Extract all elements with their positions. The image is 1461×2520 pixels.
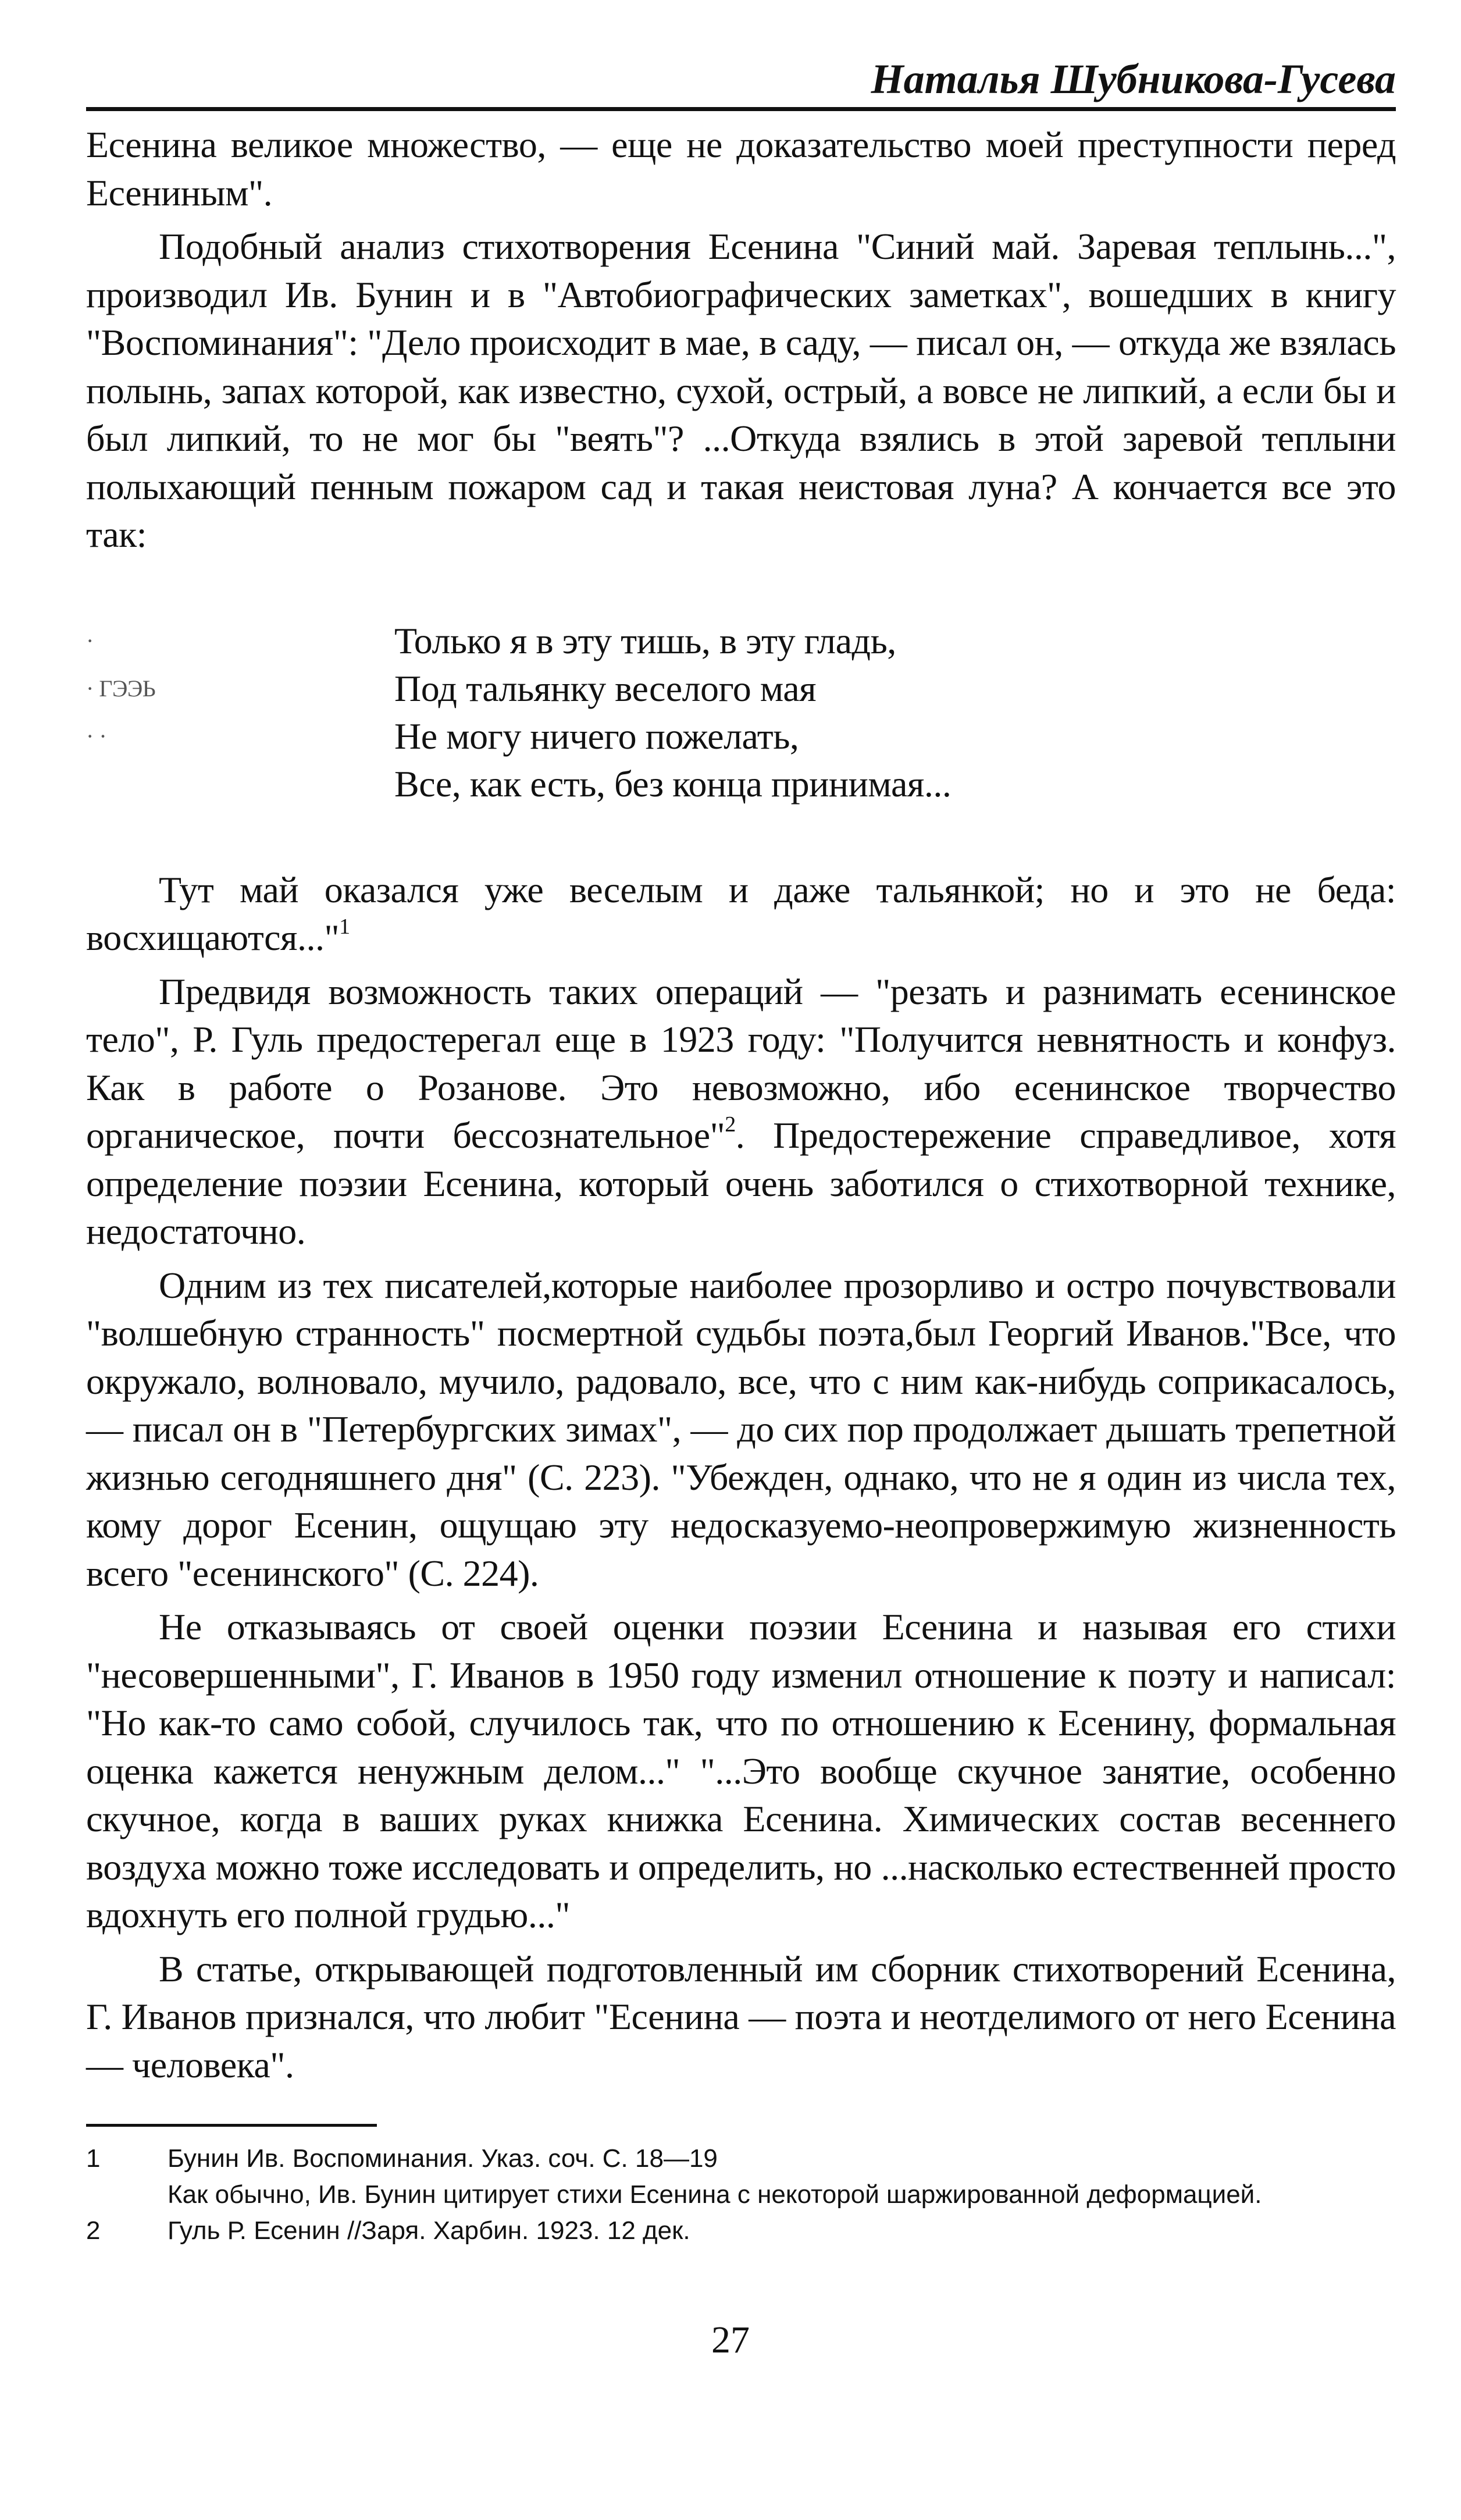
footnote-ref-2: 2 — [725, 1112, 736, 1137]
footnote-number: 1 — [86, 2144, 101, 2173]
footnote-body — [168, 2141, 1396, 2213]
footnote-number: 2 — [86, 2216, 101, 2245]
footnote-ref-1: 1 — [339, 914, 350, 939]
margin-mark: · · — [86, 722, 107, 749]
poem-line: Под тальянку веселого мая — [394, 667, 817, 709]
footnote-1 — [86, 2141, 1396, 2213]
paragraph-1: Есенина великое множество, — еще не доказательство моей преступности перед Есениным". — [86, 124, 1396, 213]
poem-line: Все, как есть, без конца принимая... — [394, 763, 952, 805]
paragraph-3 — [86, 866, 1396, 962]
running-header: Наталья Шубникова-Гусева — [871, 56, 1396, 102]
paragraph-3-text: Тут май оказался уже веселым и даже тальянкой; но и это не беда: восхищаются..." — [86, 869, 1396, 958]
footnotes — [86, 2141, 1396, 2249]
paragraph-4-text-a: Предвидя возможность таких операций — "резать и разнимать есенинское тело", Р. Гуль предостерегал еще в 1923 году: "Получится невнятность и конфуз. Как в работе о Розанове. Это невозможно, ибо есенинское творчество органическое, почти бессознательное" — [86, 970, 1396, 1156]
footnote-note: Как обычно, Ив. Бунин цитирует стихи Есенина с некоторой шаржированной деформацией. — [168, 2180, 1262, 2209]
footnote-text: Гуль Р. Есенин //Заря. Харбин. 1923. 12 дек. — [168, 2216, 690, 2245]
page-number: 27 — [711, 2319, 750, 2361]
header-rule — [86, 107, 1396, 111]
paragraph-4 — [86, 968, 1396, 1256]
paragraph-4-text-b: . Предостережение справедливое, хотя определение поэзии Есенина, который очень заботился о стихотворной технике, недостаточно. — [86, 1115, 1396, 1252]
paragraph-6: Не отказываясь от своей оценки поэзии Есенина и называя его стихи "несовершенными", Г. Иванов в 1950 году изменил отношение к поэту и написал: "Но как-то само собой, случилось так, что по отношению к Есенину, формальная оценка кажется ненужным делом..." "...Это вообще скучное занятие, особенно скучное, когда в ваших руках книжка Есенина. Химических состав весеннего воздуха можно тоже исследовать и определить, но ...насколько естественней просто вдохнуть его полной грудью..." — [86, 1606, 1396, 1935]
footnote-2 — [86, 2213, 1396, 2249]
poem-quote — [86, 617, 1396, 808]
poem-line: Не могу ничего пожелать, — [394, 715, 799, 757]
page-body — [86, 121, 1396, 2249]
margin-mark: · ГЭЭЬ — [86, 675, 156, 702]
margin-marks — [86, 617, 237, 760]
footnote-rule — [86, 2124, 377, 2127]
paragraph-7: В статье, открывающей подготовленный им сборник стихотворений Есенина, Г. Иванов признался, что любит "Есенина — поэта и неотделимого от него Есенина — человека". — [86, 1948, 1396, 2085]
footnote-text: Бунин Ив. Воспоминания. Указ. соч. С. 18—19 — [168, 2144, 718, 2173]
paragraph-2: Подобный анализ стихотворения Есенина "Синий май. Заревая теплынь...", производил Ив. Бунин и в "Автобиографических заметках", вошедших в книгу "Воспоминания": "Дело происходит в мае, в саду, — писал он, — откуда же взялась полынь, запах которой, как известно, сухой, острый, а вовсе не липкий, а если бы и был липкий, то не мог бы "веять"? ...Откуда взялись в этой заревой теплыни полыхающий пенным пожаром сад и такая неистовая луна? А кончается все это так: — [86, 226, 1396, 555]
margin-mark: · — [86, 627, 94, 654]
poem-line: Только я в эту тишь, в эту гладь, — [394, 620, 896, 661]
paragraph-5: Одним из тех писателей,которые наиболее прозорливо и остро почувствовали "волшебную странность" посмертной судьбы поэта,был Георгий Иванов."Все, что окружало, волновало, мучило, радовало, все, что с ним как-нибудь соприкасалось, — писал он в "Петербургских зимах", — до сих пор продолжает дышать трепетной жизнью сегодняшнего дня" (С. 223). "Убежден, однако, что не я один из числа тех, кому дорог Есенин, ощущаю эту недосказуемо-неопровержимую жизненность всего "есенинского" (С. 224). — [86, 1264, 1396, 1594]
